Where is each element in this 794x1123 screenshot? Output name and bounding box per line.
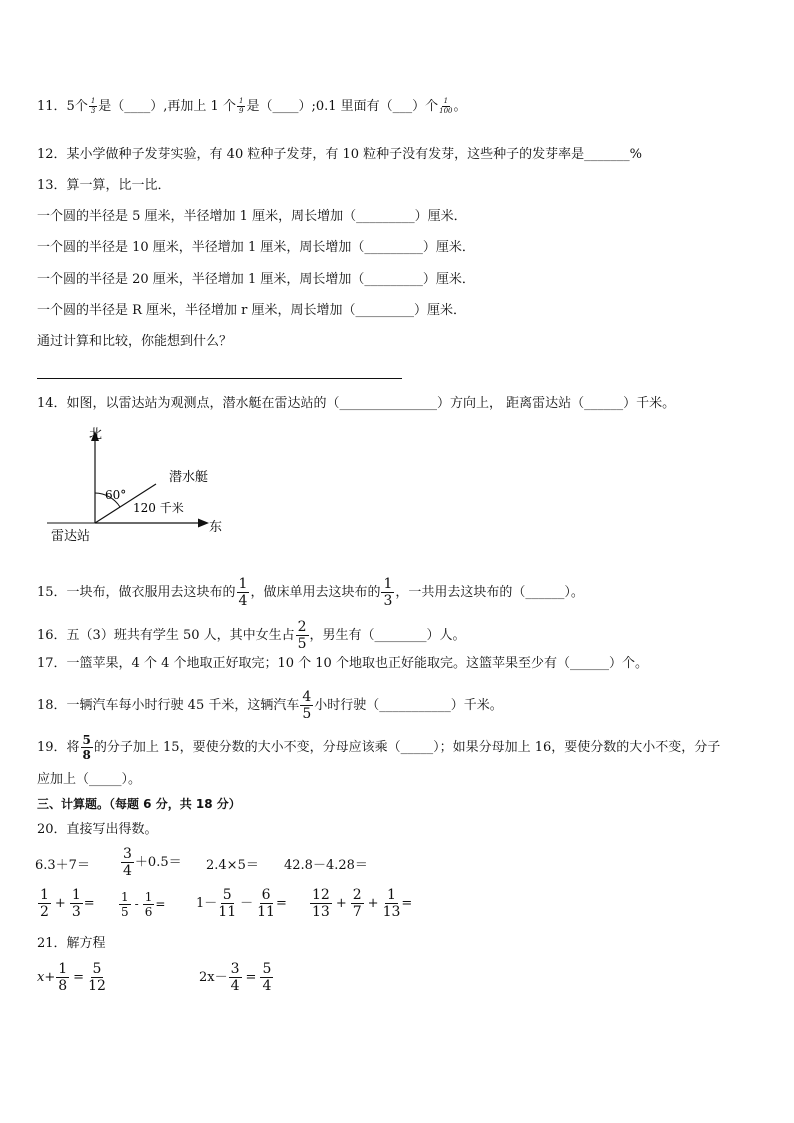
fraction: $\frac{1}{3}$ xyxy=(383,576,393,609)
calc-item: 6.3＋7＝ xyxy=(35,858,90,873)
question-19: 19．将 $\frac{5}{8}$ 的分子加上 15，要使分数的大小不变，分母应该乘（_____）；如果分母加上 16，要使分数的大小不变，分子 xyxy=(37,733,721,762)
calc-item: $\frac{1}{5}$ - $\frac{1}{6}$ = xyxy=(121,890,166,919)
fraction: $\frac{1}{3}$ xyxy=(90,97,96,115)
north-label: 北 xyxy=(89,427,103,442)
fraction: $\frac{5}{8}$ xyxy=(82,733,91,762)
fraction: $\frac{1}{2}$ xyxy=(40,887,49,920)
calc-item: $\frac{12}{13}$ + $\frac{2}{7}$ + $\frac{1}{13}$ = xyxy=(312,887,413,920)
fraction: $\frac{3}{4}$ xyxy=(123,846,132,879)
question-13-line: 一个圆的半径是 5 厘米，半径增加 1 厘米，周长增加（_________）厘米． xyxy=(37,209,467,224)
fraction: $\frac{2}{5}$ xyxy=(297,619,307,652)
fraction: $\frac{5}{4}$ xyxy=(262,961,272,994)
fraction: $\frac{1}{3}$ xyxy=(71,887,81,920)
radar-diagram xyxy=(45,425,225,550)
question-16: 16．五（3）班共有学生 50 人，其中女生占 $\frac{2}{5}$ ，男生有（________）人。 xyxy=(37,619,466,652)
calc-item: 1－ $\frac{5}{11}$ － $\frac{6}{11}$ = xyxy=(196,887,287,920)
fraction: $\frac{3}{4}$ xyxy=(230,961,240,994)
submarine-label: 潜水艇 xyxy=(169,470,209,485)
fraction: $\frac{5}{11}$ xyxy=(218,887,237,920)
east-arrow-icon xyxy=(198,519,209,528)
east-label: 东 xyxy=(209,520,223,535)
question-21-title: 21．解方程 xyxy=(37,936,106,951)
fraction: $\frac{6}{11}$ xyxy=(257,887,275,920)
distance-label: 120 千米 xyxy=(133,501,184,515)
equation: x+ $\frac{1}{8}$ = $\frac{5}{12}$ xyxy=(37,961,106,994)
question-13-line: 一个圆的半径是 10 厘米，半径增加 1 厘米，周长增加（_________）厘米． xyxy=(37,240,475,255)
question-18: 18．一辆汽车每小时行驶 45 千米，这辆汽车 $\frac{4}{5}$ 小时行驶（___________）千米。 xyxy=(37,689,503,722)
calc-item: $\frac{3}{4}$ ＋0.5＝ xyxy=(123,846,182,879)
question-20-title: 20．直接写出得数。 xyxy=(37,822,158,837)
fraction: $\frac{12}{13}$ xyxy=(312,887,330,920)
fraction: $\frac{1}{9}$ xyxy=(238,97,244,115)
station-label: 雷达站 xyxy=(51,529,91,544)
question-13-line: 一个圆的半径是 20 厘米，半径增加 1 厘米，周长增加（_________）厘米． xyxy=(37,272,475,287)
fraction: $\frac{1}{13}$ xyxy=(382,887,401,920)
fraction: $\frac{5}{12}$ xyxy=(88,961,106,994)
calc-item: 42.8－4.28＝ xyxy=(284,858,368,873)
question-13-prompt: 通过计算和比较，你能想到什么？ xyxy=(37,334,233,349)
answer-line xyxy=(37,378,402,379)
question-12: 12．某小学做种子发芽实验，有 40 粒种子发芽，有 10 粒种子没有发芽，这些种子的发芽率是_______% xyxy=(37,147,643,162)
fraction: $\frac{1}{6}$ xyxy=(144,890,153,919)
question-11: 11．5个 $\frac{1}{3}$ 是（____）,再加上 1 个 $\frac{1}{9}$ 是（____）;0.1 里面有（___）个 $\frac{1}{100}$ 。 xyxy=(37,97,467,115)
calc-item: 2.4×5＝ xyxy=(206,858,259,873)
equation: 2x－ $\frac{3}{4}$ = $\frac{5}{4}$ xyxy=(199,961,272,994)
question-17: 17．一篮苹果，4 个 4 个地取正好取完；10 个 10 个地取也正好能取完。这篮苹果至少有（______）个。 xyxy=(37,656,648,671)
question-13-title: 13．算一算，比一比． xyxy=(37,178,171,193)
fraction: $\frac{1}{4}$ xyxy=(238,576,248,609)
question-14: 14．如图，以雷达站为观测点，潜水艇在雷达站的（_______________）方向上， 距离雷达站（______）千米。 xyxy=(37,396,676,411)
angle-label: 60° xyxy=(105,488,127,502)
question-19-cont: 应加上（_____）。 xyxy=(37,772,142,787)
fraction: $\frac{2}{7}$ xyxy=(352,887,362,920)
fraction: $\frac{4}{5}$ xyxy=(302,689,312,722)
question-15: 15．一块布，做衣服用去这块布的 $\frac{1}{4}$ ，做床单用去这块布的 $\frac{1}{3}$ ，一共用去这块布的（______）。 xyxy=(37,576,584,609)
section-heading: 三、计算题。（每题 6 分，共 18 分） xyxy=(37,797,241,811)
fraction: $\frac{1}{8}$ xyxy=(58,961,68,994)
fraction: $\frac{1}{100}$ xyxy=(439,97,453,115)
calc-item: $\frac{1}{2}$ + $\frac{1}{3}$ = xyxy=(40,887,95,920)
fraction: $\frac{1}{5}$ xyxy=(121,890,129,919)
question-13-line: 一个圆的半径是 R 厘米，半径增加 r 厘米，周长增加（_________）厘米． xyxy=(37,303,467,318)
